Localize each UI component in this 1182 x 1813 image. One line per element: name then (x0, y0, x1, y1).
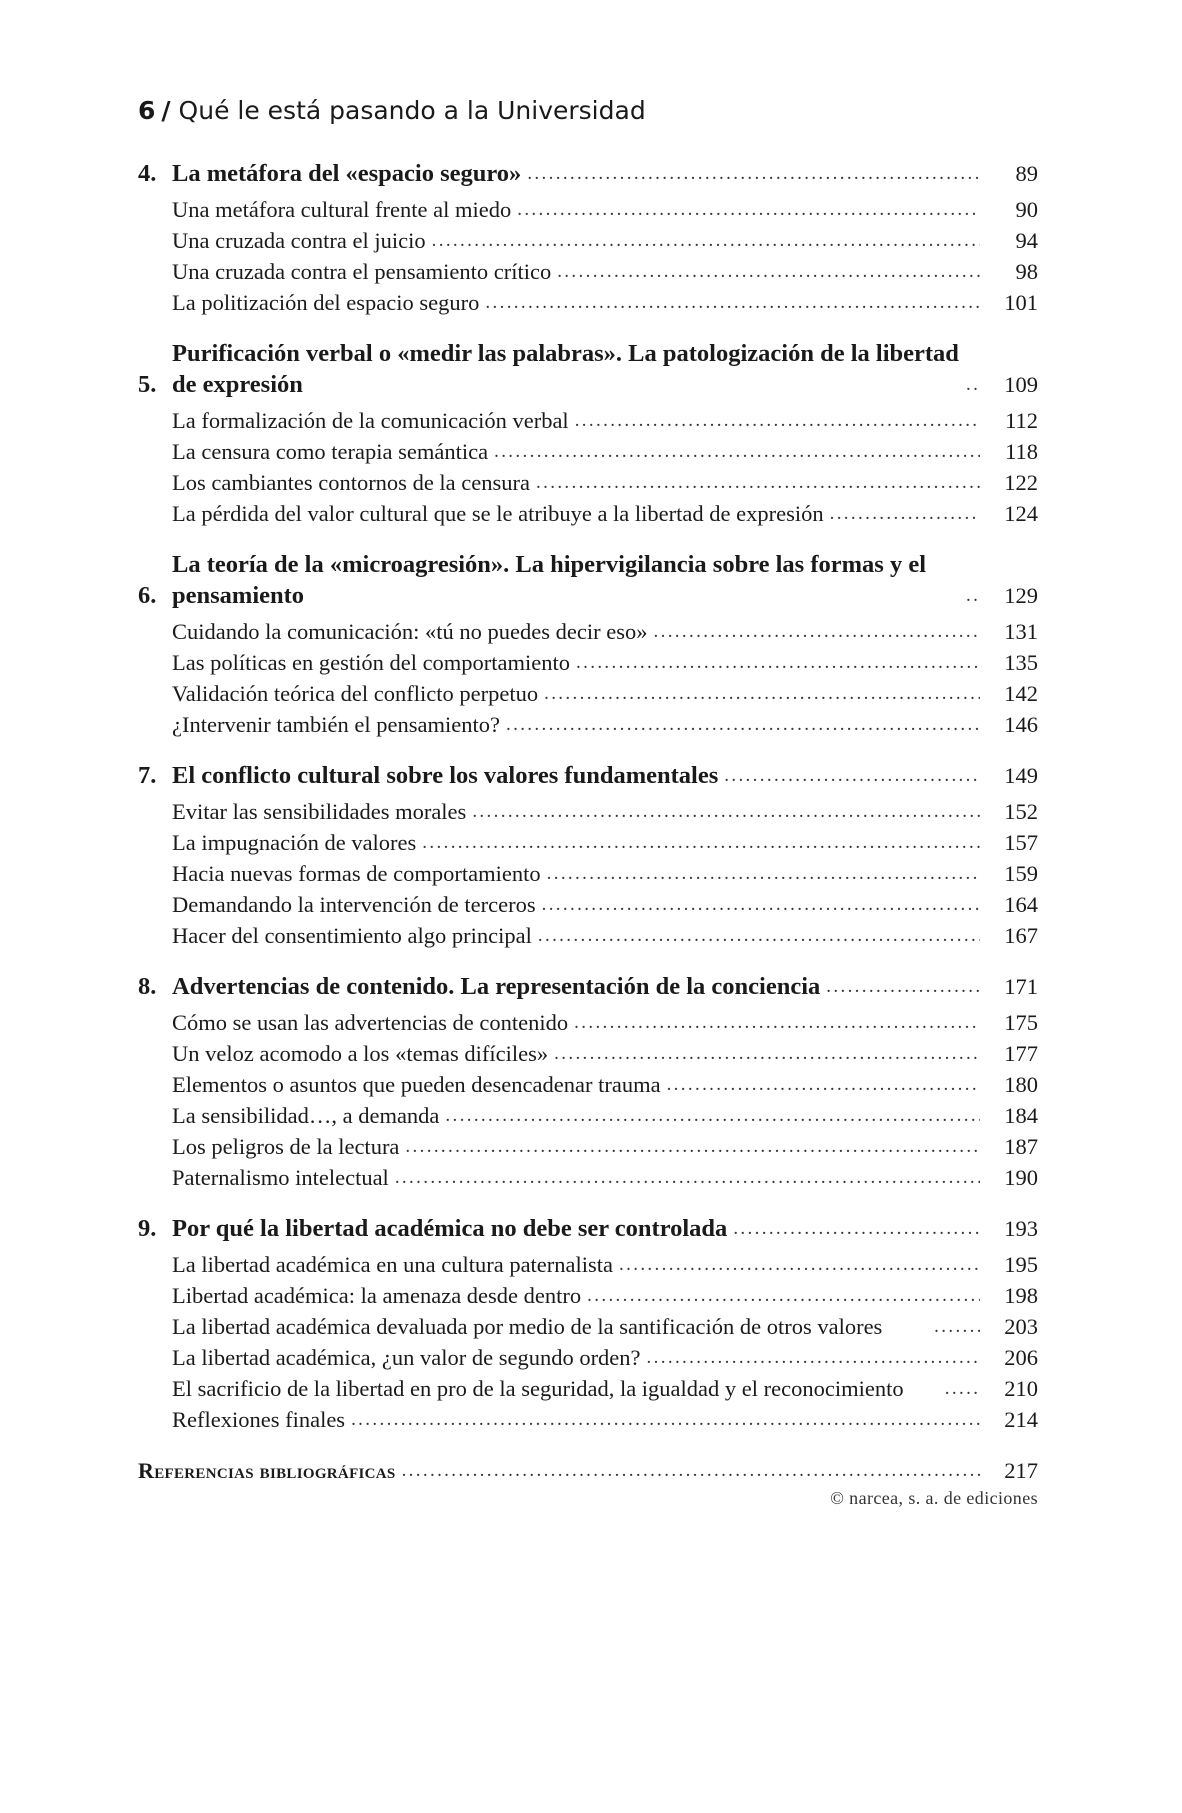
dot-leader (479, 287, 980, 318)
section-entry-body (172, 889, 980, 920)
chapter-title: Purificación verbal o «medir las palabras». La patologización de la libertad de expresión (172, 340, 959, 398)
dot-leader (581, 1280, 980, 1311)
references-page-number: 217 (1004, 1458, 1038, 1483)
section-entry[interactable] (138, 1100, 1038, 1131)
section-entry-body (172, 616, 980, 647)
section-entry[interactable] (138, 498, 1038, 529)
header-page-number: 6 (138, 96, 156, 125)
dot-leader (570, 647, 980, 678)
section-entry[interactable] (138, 1162, 1038, 1193)
section-page-number: 90 (1015, 197, 1038, 222)
chapter-title: El conflicto cultural sobre los valores fundamentales (172, 762, 719, 789)
dot-leader (532, 920, 980, 951)
copyright-footer: © narcea, s. a. de ediciones (830, 1488, 1038, 1508)
dot-leader (648, 616, 981, 647)
section-page-number: 206 (1004, 1345, 1038, 1370)
section-entry-body (172, 827, 980, 858)
section-title: La censura como terapia semántica (172, 439, 489, 464)
chapter-number: 7. (138, 762, 157, 789)
running-header (138, 96, 646, 125)
section-entry[interactable] (138, 1007, 1038, 1038)
chapter-entry (172, 549, 980, 611)
chapter-heading[interactable] (138, 549, 1038, 611)
section-title: La libertad académica, ¿un valor de segundo orden? (172, 1345, 641, 1370)
section-entry[interactable] (138, 194, 1038, 225)
chapter-title: La metáfora del «espacio seguro» (172, 160, 522, 187)
section-entry[interactable] (138, 1280, 1038, 1311)
section-entry[interactable] (138, 405, 1038, 436)
section-entry[interactable] (138, 1069, 1038, 1100)
dot-leader (488, 436, 980, 467)
section-title: La impugnación de valores (172, 830, 417, 855)
chapter-entry (172, 158, 980, 189)
chapter-heading[interactable] (138, 158, 1038, 189)
section-title: Paternalismo intelectual (172, 1165, 389, 1190)
section-entry[interactable] (138, 1311, 1038, 1342)
section-entry[interactable] (138, 287, 1038, 318)
section-page-number: 124 (1004, 501, 1038, 526)
section-entry-body (172, 796, 980, 827)
dot-leader (613, 1249, 980, 1280)
dot-leader (928, 1311, 980, 1342)
section-entry[interactable] (138, 1038, 1038, 1069)
section-entry-body (172, 194, 980, 225)
chapter-page-number: 171 (1004, 974, 1038, 999)
section-entry-body (172, 1162, 980, 1193)
chapter-9 (138, 1213, 1038, 1435)
section-entry-body (172, 920, 980, 951)
section-title: Un veloz acomodo a los «temas difíciles» (172, 1041, 549, 1066)
chapter-8 (138, 971, 1038, 1193)
section-title: La formalización de la comunicación verbal (172, 408, 569, 433)
section-title: Una metáfora cultural frente al miedo (172, 197, 512, 222)
chapter-heading[interactable] (138, 338, 1038, 400)
header-book-title: Qué le está pasando a la Universidad (178, 96, 646, 125)
section-page-number: 203 (1004, 1314, 1038, 1339)
section-entry[interactable] (138, 858, 1038, 889)
chapter-5 (138, 338, 1038, 529)
dot-leader (960, 580, 980, 611)
chapter-number: 6. (138, 582, 157, 609)
section-entry-body (172, 1100, 980, 1131)
dot-leader (396, 1455, 980, 1486)
chapter-page-number: 129 (1004, 583, 1038, 608)
chapter-heading[interactable] (138, 1213, 1038, 1244)
section-page-number: 190 (1004, 1165, 1038, 1190)
section-entry[interactable] (138, 1342, 1038, 1373)
section-title: La sensibilidad…, a demanda (172, 1103, 440, 1128)
section-entry[interactable] (138, 225, 1038, 256)
section-entry-body (172, 1007, 980, 1038)
section-entry[interactable] (138, 1373, 1038, 1404)
section-page-number: 152 (1004, 799, 1038, 824)
section-title: Los cambiantes contornos de la censura (172, 470, 531, 495)
dot-leader (416, 827, 980, 858)
chapter-number: 8. (138, 973, 157, 1000)
references-title: Referencias bibliográficas (138, 1458, 396, 1483)
dot-leader (551, 256, 980, 287)
chapter-title: Por qué la libertad académica no debe ser controlada (172, 1215, 728, 1242)
dot-leader (568, 1007, 980, 1038)
chapter-7 (138, 760, 1038, 951)
section-entry-body (172, 1038, 980, 1069)
dot-leader (439, 1100, 980, 1131)
section-title: La libertad académica en una cultura paternalista (172, 1252, 614, 1277)
section-entry[interactable] (138, 467, 1038, 498)
section-title: ¿Intervenir también el pensamiento? (172, 712, 500, 737)
section-title: El sacrificio de la libertad en pro de la seguridad, la igualdad y el reconocimiento (172, 1376, 904, 1401)
section-title: La politización del espacio seguro (172, 290, 480, 315)
section-entry-body (172, 256, 980, 287)
section-entry-body (172, 1280, 980, 1311)
section-entry-body (172, 1069, 980, 1100)
section-page-number: 157 (1004, 830, 1038, 855)
section-title: Las políticas en gestión del comportamiento (172, 650, 571, 675)
dot-leader (399, 1131, 980, 1162)
section-entry[interactable] (138, 827, 1038, 858)
chapter-heading[interactable] (138, 971, 1038, 1002)
section-page-number: 118 (1005, 439, 1038, 464)
dot-leader (500, 709, 980, 740)
chapter-6 (138, 549, 1038, 740)
chapter-page-number: 149 (1004, 763, 1038, 788)
dot-leader (541, 858, 980, 889)
section-entry-body (172, 467, 980, 498)
section-title: Una cruzada contra el juicio (172, 228, 426, 253)
section-entry[interactable] (138, 796, 1038, 827)
dot-leader (727, 1213, 980, 1244)
dot-leader (538, 678, 980, 709)
section-page-number: 146 (1004, 712, 1038, 737)
chapter-number: 4. (138, 160, 157, 187)
dot-leader (820, 971, 980, 1002)
section-page-number: 101 (1004, 290, 1038, 315)
section-page-number: 198 (1004, 1283, 1038, 1308)
dot-leader (548, 1038, 980, 1069)
section-entry[interactable] (138, 920, 1038, 951)
section-entry-body (172, 498, 980, 529)
section-entry-body (172, 1373, 980, 1404)
section-title: Validación teórica del conflicto perpetuo (172, 681, 539, 706)
chapter-number: 9. (138, 1215, 157, 1242)
section-page-number: 159 (1004, 861, 1038, 886)
section-entry-body (172, 647, 980, 678)
dot-leader (426, 225, 980, 256)
section-entry-body (172, 405, 980, 436)
chapter-entry (172, 1213, 980, 1244)
section-page-number: 214 (1004, 1407, 1038, 1432)
chapter-page-number: 89 (1015, 161, 1038, 186)
chapter-number: 5. (138, 371, 157, 398)
dot-leader (661, 1069, 980, 1100)
chapter-title: La teoría de la «microagresión». La hipervigilancia sobre las formas y el pensamiento (172, 551, 926, 609)
dot-leader (569, 405, 980, 436)
section-page-number: 164 (1004, 892, 1038, 917)
section-entry-body (172, 1342, 980, 1373)
dot-leader (345, 1404, 980, 1435)
chapter-title: Advertencias de contenido. La representación de la conciencia (172, 973, 821, 1000)
section-entry-body (172, 1404, 980, 1435)
section-entry[interactable] (138, 889, 1038, 920)
section-page-number: 210 (1004, 1376, 1038, 1401)
section-entry[interactable] (138, 1249, 1038, 1280)
section-entry-body (172, 436, 980, 467)
section-page-number: 112 (1005, 408, 1038, 433)
section-entry-body (172, 1131, 980, 1162)
chapter-entry (172, 760, 980, 791)
dot-leader (939, 1373, 980, 1404)
section-page-number: 180 (1004, 1072, 1038, 1097)
section-entry[interactable] (138, 256, 1038, 287)
section-entry[interactable] (138, 678, 1038, 709)
section-entry[interactable] (138, 647, 1038, 678)
chapter-page-number: 193 (1004, 1216, 1038, 1241)
section-page-number: 94 (1015, 228, 1038, 253)
section-page-number: 142 (1004, 681, 1038, 706)
dot-leader (521, 158, 980, 189)
section-title: Reflexiones finales (172, 1407, 346, 1432)
section-title: Los peligros de la lectura (172, 1134, 400, 1159)
dot-leader (511, 194, 980, 225)
section-entry-body (172, 1249, 980, 1280)
section-entry[interactable] (138, 709, 1038, 740)
section-page-number: 131 (1004, 619, 1038, 644)
section-title: Cómo se usan las advertencias de contenido (172, 1010, 569, 1035)
section-title: La libertad académica devaluada por medio de la santificación de otros valores (172, 1314, 883, 1339)
references-entry-body (138, 1455, 980, 1486)
section-page-number: 135 (1004, 650, 1038, 675)
section-title: Hacer del consentimiento algo principal (172, 923, 532, 948)
section-entry[interactable] (138, 616, 1038, 647)
dot-leader (641, 1342, 980, 1373)
dot-leader (718, 760, 980, 791)
dot-leader (530, 467, 980, 498)
section-entry[interactable] (138, 1404, 1038, 1435)
section-page-number: 98 (1015, 259, 1038, 284)
section-page-number: 195 (1004, 1252, 1038, 1277)
section-page-number: 175 (1004, 1010, 1038, 1035)
section-title: Evitar las sensibilidades morales (172, 799, 467, 824)
section-entry-body (172, 1311, 980, 1342)
section-entry-body (172, 287, 980, 318)
section-entry-body (172, 225, 980, 256)
dot-leader (466, 796, 980, 827)
chapter-page-number: 109 (1004, 372, 1038, 397)
references-entry[interactable] (138, 1455, 1038, 1486)
section-page-number: 184 (1004, 1103, 1038, 1128)
chapter-entry (172, 971, 980, 1002)
section-page-number: 167 (1004, 923, 1038, 948)
dot-leader (824, 498, 980, 529)
section-entry[interactable] (138, 436, 1038, 467)
section-entry[interactable] (138, 1131, 1038, 1162)
section-title: Demandando la intervención de terceros (172, 892, 536, 917)
dot-leader (536, 889, 980, 920)
section-entry-body (172, 678, 980, 709)
chapter-heading[interactable] (138, 760, 1038, 791)
section-page-number: 122 (1004, 470, 1038, 495)
dot-leader (389, 1162, 980, 1193)
section-title: Libertad académica: la amenaza desde dentro (172, 1283, 582, 1308)
section-title: Hacia nuevas formas de comportamiento (172, 861, 541, 886)
chapter-4 (138, 158, 1038, 318)
section-page-number: 187 (1004, 1134, 1038, 1159)
chapter-entry (172, 338, 980, 400)
section-title: Una cruzada contra el pensamiento crítico (172, 259, 552, 284)
section-entry-body (172, 858, 980, 889)
section-title: La pérdida del valor cultural que se le atribuye a la libertad de expresión (172, 501, 824, 526)
section-page-number: 177 (1004, 1041, 1038, 1066)
header-separator: / (161, 96, 171, 125)
section-entry-body (172, 709, 980, 740)
section-title: Cuidando la comunicación: «tú no puedes decir eso» (172, 619, 648, 644)
table-of-contents (138, 158, 1038, 1486)
section-title: Elementos o asuntos que pueden desencadenar trauma (172, 1072, 661, 1097)
dot-leader (960, 369, 980, 400)
